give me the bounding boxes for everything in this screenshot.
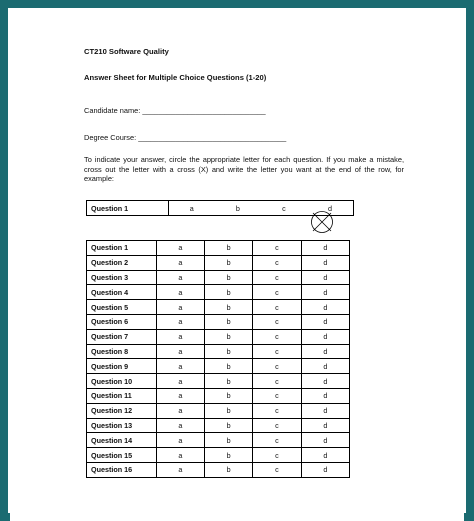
table-row — [87, 344, 350, 359]
table-row — [87, 433, 350, 448]
answer-option-a[interactable]: a — [156, 270, 204, 285]
table-row — [87, 462, 350, 477]
question-label: Question 15 — [87, 448, 157, 463]
answer-option-a[interactable]: a — [156, 448, 204, 463]
answer-option-d[interactable]: d — [301, 329, 349, 344]
answer-option-a[interactable]: a — [156, 344, 204, 359]
answer-option-c[interactable]: c — [253, 285, 301, 300]
question-label: Question 1 — [87, 241, 157, 256]
question-label: Question 7 — [87, 329, 157, 344]
answer-option-d[interactable]: d — [301, 403, 349, 418]
answer-option-c[interactable]: c — [253, 329, 301, 344]
table-row — [87, 448, 350, 463]
answer-option-c[interactable]: c — [253, 344, 301, 359]
candidate-name-field: Candidate name: ______________________________ — [84, 106, 266, 115]
table-row — [87, 300, 350, 315]
answer-option-b[interactable]: b — [205, 448, 253, 463]
answer-option-c[interactable]: c — [253, 241, 301, 256]
answer-option-b[interactable]: b — [205, 388, 253, 403]
answer-option-c[interactable]: c — [253, 418, 301, 433]
question-label: Question 8 — [87, 344, 157, 359]
answer-option-c[interactable]: c — [253, 270, 301, 285]
answer-option-a[interactable]: a — [156, 329, 204, 344]
answer-option-c[interactable]: c — [253, 448, 301, 463]
document-page — [10, 10, 464, 521]
answer-option-a[interactable]: a — [156, 462, 204, 477]
table-row — [87, 270, 350, 285]
answer-option-b[interactable]: b — [205, 462, 253, 477]
question-label: Question 6 — [87, 314, 157, 329]
answer-option-d[interactable]: d — [301, 388, 349, 403]
answer-table — [86, 240, 350, 478]
table-row — [87, 255, 350, 270]
table-row — [87, 314, 350, 329]
answer-option-a[interactable]: a — [156, 433, 204, 448]
table-row — [87, 329, 350, 344]
answer-option-a[interactable]: a — [156, 241, 204, 256]
answer-option-b[interactable]: b — [205, 344, 253, 359]
answer-option-c[interactable]: c — [253, 255, 301, 270]
answer-option-d[interactable]: d — [301, 374, 349, 389]
question-label: Question 13 — [87, 418, 157, 433]
answer-option-b[interactable]: b — [205, 255, 253, 270]
table-row — [87, 285, 350, 300]
circled-cross-icon — [310, 210, 334, 234]
answer-option-b[interactable]: b — [205, 329, 253, 344]
table-row — [87, 403, 350, 418]
answer-option-b[interactable]: b — [205, 270, 253, 285]
example-option-b: b — [215, 201, 261, 216]
answer-option-d[interactable]: d — [301, 448, 349, 463]
example-option-d: d — [307, 201, 354, 216]
answer-option-c[interactable]: c — [253, 374, 301, 389]
question-label: Question 11 — [87, 388, 157, 403]
question-label: Question 9 — [87, 359, 157, 374]
table-row — [87, 418, 350, 433]
answer-option-b[interactable]: b — [205, 285, 253, 300]
table-row — [87, 388, 350, 403]
question-label: Question 14 — [87, 433, 157, 448]
answer-option-c[interactable]: c — [253, 359, 301, 374]
answer-option-a[interactable]: a — [156, 359, 204, 374]
answer-option-a[interactable]: a — [156, 255, 204, 270]
answer-option-a[interactable]: a — [156, 403, 204, 418]
answer-option-d[interactable]: d — [301, 314, 349, 329]
table-row — [87, 359, 350, 374]
answer-option-d[interactable]: d — [301, 270, 349, 285]
answer-option-c[interactable]: c — [253, 462, 301, 477]
question-label: Question 4 — [87, 285, 157, 300]
answer-option-d[interactable]: d — [301, 344, 349, 359]
answer-option-c[interactable]: c — [253, 314, 301, 329]
example-option-a: a — [168, 201, 215, 216]
question-label: Question 3 — [87, 270, 157, 285]
answer-option-b[interactable]: b — [205, 300, 253, 315]
answer-option-b[interactable]: b — [205, 359, 253, 374]
answer-option-d[interactable]: d — [301, 418, 349, 433]
answer-option-c[interactable]: c — [253, 300, 301, 315]
answer-option-b[interactable]: b — [205, 314, 253, 329]
answer-option-b[interactable]: b — [205, 241, 253, 256]
answer-option-b[interactable]: b — [205, 403, 253, 418]
answer-option-a[interactable]: a — [156, 314, 204, 329]
answer-option-a[interactable]: a — [156, 388, 204, 403]
example-question-label: Question 1 — [87, 201, 169, 216]
answer-option-c[interactable]: c — [253, 433, 301, 448]
answer-option-d[interactable]: d — [301, 255, 349, 270]
instructions-text: To indicate your answer, circle the appropriate letter for each question. If you make a mistake, cross out the letter with a cross (X) and write the letter you want at the end of the row, for example: — [84, 155, 404, 184]
answer-option-b[interactable]: b — [205, 418, 253, 433]
question-label: Question 2 — [87, 255, 157, 270]
answer-option-a[interactable]: a — [156, 374, 204, 389]
question-label: Question 5 — [87, 300, 157, 315]
question-label: Question 16 — [87, 462, 157, 477]
table-row — [87, 374, 350, 389]
answer-option-d[interactable]: d — [301, 359, 349, 374]
answer-option-a[interactable]: a — [156, 418, 204, 433]
answer-option-d[interactable]: d — [301, 285, 349, 300]
answer-option-d[interactable]: d — [301, 462, 349, 477]
answer-option-d[interactable]: d — [301, 433, 349, 448]
question-label: Question 10 — [87, 374, 157, 389]
answer-option-d[interactable]: d — [301, 241, 349, 256]
answer-option-a[interactable]: a — [156, 285, 204, 300]
answer-option-c[interactable]: c — [253, 388, 301, 403]
answer-option-b[interactable]: b — [205, 433, 253, 448]
answer-option-c[interactable]: c — [253, 403, 301, 418]
question-label: Question 12 — [87, 403, 157, 418]
answer-option-a[interactable]: a — [156, 300, 204, 315]
degree-course-field: Degree Course: ____________________________________ — [84, 133, 287, 142]
answer-option-d[interactable]: d — [301, 300, 349, 315]
table-row — [87, 241, 350, 256]
course-title: CT210 Software Quality — [84, 47, 169, 56]
example-option-c: c — [261, 201, 307, 216]
answer-option-b[interactable]: b — [205, 374, 253, 389]
sheet-title: Answer Sheet for Multiple Choice Questions (1-20) — [84, 73, 267, 82]
